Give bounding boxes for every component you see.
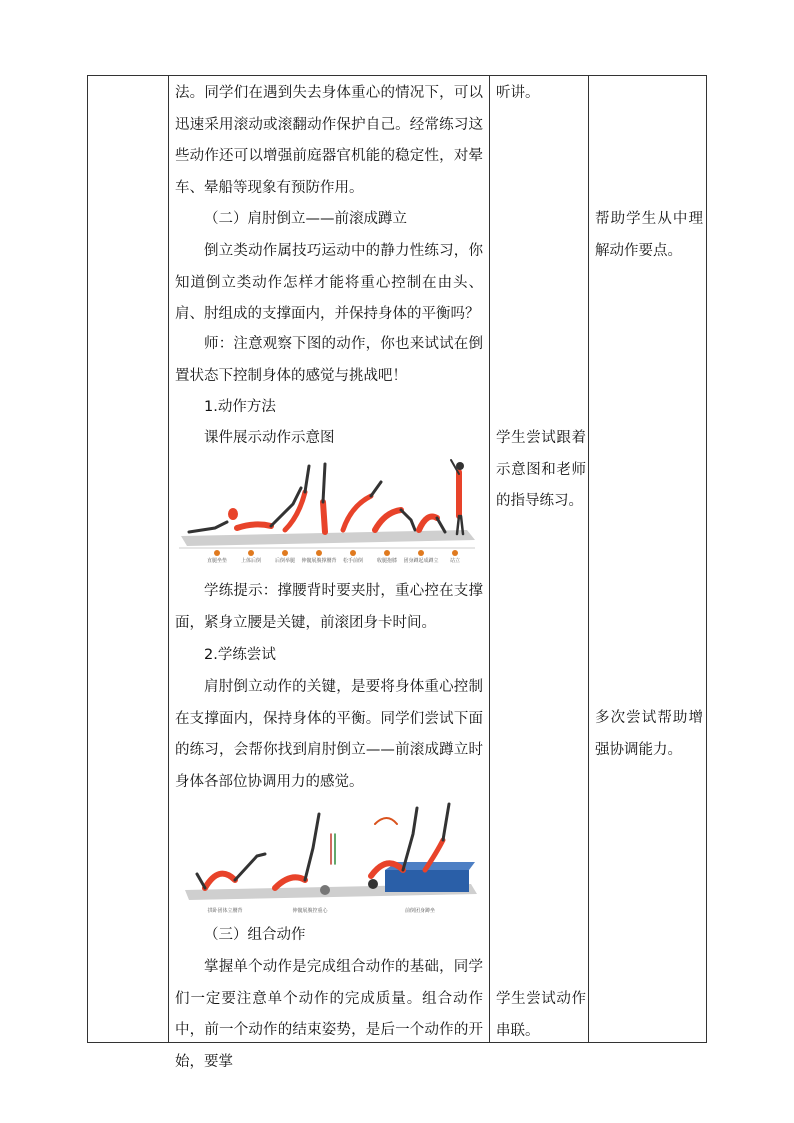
- step-markers: [214, 550, 458, 556]
- design-intent-column: [589, 76, 707, 1042]
- step-label: 收腿抱膝: [376, 558, 398, 564]
- learning-tip: 学练提示：撑腰背时要夹肘，重心控在支撑面，紧身立腰是关键，前滚团身卡时间。: [175, 583, 483, 631]
- step-label: 松手前倒: [342, 558, 364, 564]
- gymnast-figure: [228, 508, 238, 520]
- student-activity-listen: 听讲。: [496, 85, 540, 101]
- gymnast-figure: [275, 877, 305, 888]
- section-heading-3: （三）组合动作: [204, 927, 306, 943]
- paragraph-teacher: 师：注意观察下图的动作，你也来试试在倒置状态下控制身体的感觉与挑战吧！: [175, 336, 483, 384]
- gymnast-figure: [205, 874, 235, 888]
- paragraph-intro: 法。同学们在遇到失去身体重心的情况下，可以迅速采用滚动或滚翻动作保护自己。经常练习这些动作还可以增强前庭器官机能的稳定性，对晕车、晕船等现象有预防作用。: [175, 85, 483, 196]
- gymnast-figure: [343, 496, 371, 530]
- gymnast-figure: [419, 517, 437, 531]
- step-label: 直腿坐垫: [206, 558, 228, 564]
- figure-shoulder-stand-sequence: [175, 456, 481, 564]
- design-intent-understand: 帮助学生从中理解动作要点。: [595, 211, 703, 259]
- subheading-practice: 2.学练尝试: [204, 647, 276, 663]
- section-heading-2: （二）肩肘倒立——前滚成蹲立: [204, 211, 407, 227]
- gymnast-figure: [323, 502, 325, 532]
- drill-label: 前倒团身蹲坐: [404, 908, 436, 914]
- step-label: 伸髋展腹撑腰背: [301, 558, 337, 564]
- gymnast-figure: [189, 522, 227, 532]
- drill-label: 伸髋展腹控重心: [292, 908, 328, 914]
- figure-practice-drills: [175, 794, 481, 920]
- paragraph-combination: 掌握单个动作是完成组合动作的基础，同学们一定要注意单个动作的完成质量。组合动作中，前一个动作的结束姿势，是后一个动作的开始，要掌: [175, 959, 483, 1070]
- paragraph-handstand-intro: 倒立类动作属技巧运动中的静力性练习，你知道倒立类动作怎样才能将重心控制在由头、肩、肘组成的支撑面内，并保持身体的平衡吗？: [175, 243, 483, 322]
- gymnast-figure: [375, 510, 401, 530]
- step-label: 后倒举腿: [274, 558, 296, 564]
- step-label: 团身蹲起成蹲立: [403, 558, 439, 564]
- subheading-method: 1.动作方法: [204, 399, 276, 415]
- paragraph-practice: 肩肘倒立动作的关键，是要将身体重心控制在支撑面内，保持身体的平衡。同学们尝试下面的练习，会帮你找到肩肘倒立——前滚成蹲立时身体各部位协调用力的感觉。: [175, 679, 483, 790]
- teaching-content-column: [169, 76, 489, 1070]
- drill-label: 拱卧团体立腰背: [207, 908, 243, 914]
- blue-mat: [385, 870, 469, 892]
- student-activity-practice: 学生尝试跟着示意图和老师的指导练习。: [496, 430, 586, 509]
- mat: [181, 530, 475, 546]
- step-label: 站立: [449, 558, 461, 564]
- step-label: 上体后倒: [240, 558, 262, 564]
- student-activity-combine: 学生尝试动作串联。: [496, 991, 586, 1039]
- student-activity-column: [490, 76, 588, 1042]
- design-intent-coordination: 多次尝试帮助增强协调能力。: [595, 710, 703, 758]
- courseware-caption: 课件展示动作示意图: [204, 430, 335, 446]
- lesson-table: [87, 75, 707, 1070]
